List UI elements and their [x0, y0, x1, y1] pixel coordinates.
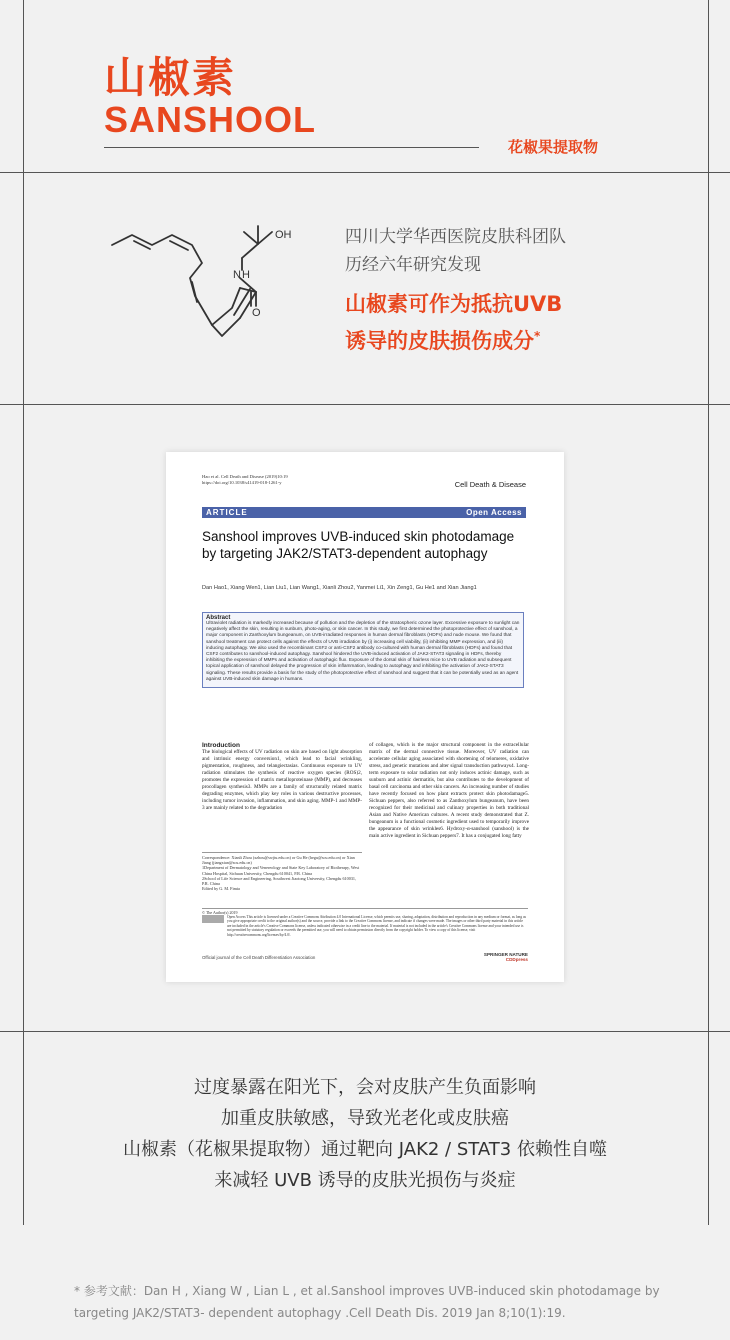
hydrogen-label: H [242, 269, 250, 281]
journal-name: Cell Death & Disease [454, 480, 526, 489]
header-rule [104, 147, 479, 148]
cc-by-badge-icon [202, 915, 224, 923]
paper-citation [202, 474, 288, 486]
article-band [202, 507, 526, 518]
headline-line-2 [345, 322, 540, 355]
page-title-english: SANSHOOL [104, 99, 317, 140]
top-divider [0, 172, 730, 173]
right-vertical-rule [708, 0, 709, 1225]
sanshool-molecule-structure [100, 218, 300, 348]
intro-column-1-text: The biological effects of UV radiation on skin are based on light absorption and intrinsic energy conversion1, which lead to facial wrinkling, pigmentation, roughness, and telangiectasias. Continuous exposure to UV radiation stimulates the synthesis of reactive oxygen species (ROS)2, promotes the expression of matrix metalloproteinase (MMP), and decreases procollagen synthesis3. MMPs are a family of structurally related matrix degrading enzymes, which play key roles in various destructive processes, including tumor invasion, inflammation, and skin aging. MMP-1 and MMP-3 are mainly related to the degradation [202, 749, 362, 811]
correspondence-block [202, 852, 362, 891]
paper-title: Sanshool improves UVB-induced skin photodamage by targeting JAK2/STAT3-dependent autophagy [202, 529, 515, 561]
intro-column-2-text: of collagen, which is the major structural component in the extracellular matrix of the dermal connective tissue. Moreover, UV radiation can accelerate cellular aging associated with shortening of telomeres, oxidative stress, and genetic mutations and alter signal transduction pathways4. Long-term exposure to solar radiation not only induces actinic damage, such as sunburn and actinic dermatitis, but also contributes to the development of basal cell carcinoma and other skin cancers. An increasing number of studies have recently focused on how plant extracts protect skin photodamage5. Sichuan peppers, also referred to as Zanthoxylum bungeanum, have been recognized for their medicinal and culinary properties in both traditional Asian and Native American cultures. A recent study demonstrated that Z. bungeanum is a functional cosmetic ingredient used to temporarily improve the appearance of skin wrinkles6. Hydroxy-α-sanshool (sanshool) is the main active ingredient in Sichuan peppers7. It has a conjugated long fatty [369, 742, 529, 839]
open-access-label: Open Access [466, 508, 522, 517]
middle-divider [0, 404, 730, 405]
reference-line-2: targeting JAK2/STAT3- dependent autophagy .Cell Death Dis. 2019 Jan 8;10(1):19. [74, 1306, 566, 1320]
paper-citation-line-1: Hao et al. Cell Death and Disease (2019)10:19 [202, 474, 288, 479]
intro-column-2 [369, 742, 529, 840]
paper-first-page [166, 452, 564, 982]
abstract-box [202, 612, 524, 688]
paper-authors: Dan Hao1, Xiang Wen1, Lian Liu1, Lian Wang1, Xianli Zhou2, Yanmei Li1, Xin Zeng1, Gu He1 and Xian Jiang1 [202, 585, 477, 591]
summary-line-4: 来减轻 UVB 诱导的皮肤光损伤与炎症 [214, 1170, 516, 1191]
intro-heading: Introduction [202, 742, 240, 749]
page-title-chinese: 山椒素 [104, 53, 237, 102]
affiliation-2: 2School of Life Science and Engineering, Southwest Jiaotong University, Chengdu 610031, P.R. China [202, 875, 357, 887]
abstract-heading: Abstract [206, 615, 231, 621]
oxygen-label: O [252, 307, 261, 319]
summary-line-1: 过度暴露在阳光下，会对皮肤产生负面影响 [194, 1077, 536, 1098]
publisher-logo-bottom: CDDpress [505, 957, 528, 962]
copyright-text: © The Author(s) 2019 [202, 910, 238, 915]
license-row [202, 915, 528, 937]
headline-line-1: 山椒素可作为抵抗UVB [345, 292, 563, 316]
reference-line-1: * 参考文献：Dan H , Xiang W , Lian L , et al.Sanshool improves UVB-induced skin photodamage by [74, 1284, 660, 1298]
hydroxyl-label: OH [275, 229, 292, 241]
paper-doi: https://doi.org/10.1038/s41419-018-1261-y [202, 480, 282, 485]
ingredient-tag: 花椒果提取物 [508, 138, 599, 156]
intro-column-1 [202, 742, 362, 812]
article-type-label: ARTICLE [206, 508, 248, 517]
left-vertical-rule [23, 0, 24, 1225]
nitrogen-label: N [233, 269, 241, 281]
affiliation-1: 1Department of Dermatology and Venereology and State Key Laboratory of Biotherapy, West China Hospital, Sichuan University, Chengdu 610041, P.R. China [202, 865, 360, 876]
summary-line-2: 加重皮肤敏感，导致光老化或皮肤癌 [221, 1108, 509, 1129]
reference-block [74, 1280, 674, 1324]
correspondence-text: Correspondence: Xianli Zhou (xzhou@swjtu.edu.cn) or Gu He (hegu@scu.edu.cn) or Xian Jiang (jiangxian@scu.edu.cn) [202, 855, 355, 866]
edited-by: Edited by G. M. Fimia [202, 886, 240, 892]
headline-line-2-text: 诱导的皮肤损伤成分 [345, 329, 534, 353]
summary-block [0, 1072, 730, 1196]
open-access-text: Open Access This article is licensed under a Creative Commons Attribution 4.0 International License, which permits use, sharing, adaptation, distribution and reproduction in any medium or format, as long as you give appropriate credit to the original author(s) and the source, provide a link to the Creative Commons license, and indicate if changes were made. The images or other third party material in this article are included in the article's Creative Commons license, unless indicated otherwise in a credit line to the material. If material is not included in the article's Creative Commons license and your intended use is not permitted by statutory regulation or exceeds the permitted use, you will need to obtain permission directly from the copyright holder. To view a copy of this license, visit http://creativecommons.org/licenses/by/4.0/. [227, 915, 527, 937]
publisher-logo [484, 952, 528, 962]
lower-divider [0, 1031, 730, 1032]
license-block [202, 908, 528, 937]
summary-line-3: 山椒素（花椒果提取物）通过靶向 JAK2 / STAT3 依赖性自噬 [123, 1139, 607, 1160]
headline-footnote-mark: * [534, 329, 541, 343]
abstract-text: Ultraviolet radiation is markedly increased because of pollution and the depletion of the stratospheric ozone layer. Excessive exposure to sunlight can negatively affect the skin, resulting in sunburn, photo-aging, or skin cancer. In this study, we first determined the photoprotective effect of sanshool, a major component in Zanthoxylum bungeanum, on UVB-irradiated responses in human dermal fibroblasts (HDFs) and nude mouse. We found that sanshool treatment can protect cells against the effects of UVB irradiation by (i) increasing cell viability, (ii) inhibiting MMP expression, and (iii) inducing autophagy. We also used the recombinant CSF2 or anti-CSF2 antibody co-cultured with human dermal fibroblasts (HDFs) and found that CSF2 contributes to sanshool-induced autophagy. Sanshool hindered the UVB-induced activation of JAK2-STAT3 signaling in HDFs, thereby inhibiting the expression of MMPs and activation of autophagic flux. Exposure of the dorsal skin of hairless mice to UVB radiation and subsequent topical application of sanshool delayed the progression of skin inflammation, leading to autophagy and inhibiting the activation of JAK2-STAT3 signaling. These results provide a basis for the study of the photoprotective effect of sanshool and suggest that it can be potentially used as an agent against UVB-induced skin damage in humans. [206, 621, 520, 682]
research-duration-text: 历经六年研究发现 [345, 255, 481, 275]
publisher-logo-top: SPRINGER NATURE [483, 952, 528, 957]
journal-footer: Official journal of the Cell Death Differentiation Association [202, 955, 316, 960]
research-team-text: 四川大学华西医院皮肤科团队 [345, 227, 566, 247]
